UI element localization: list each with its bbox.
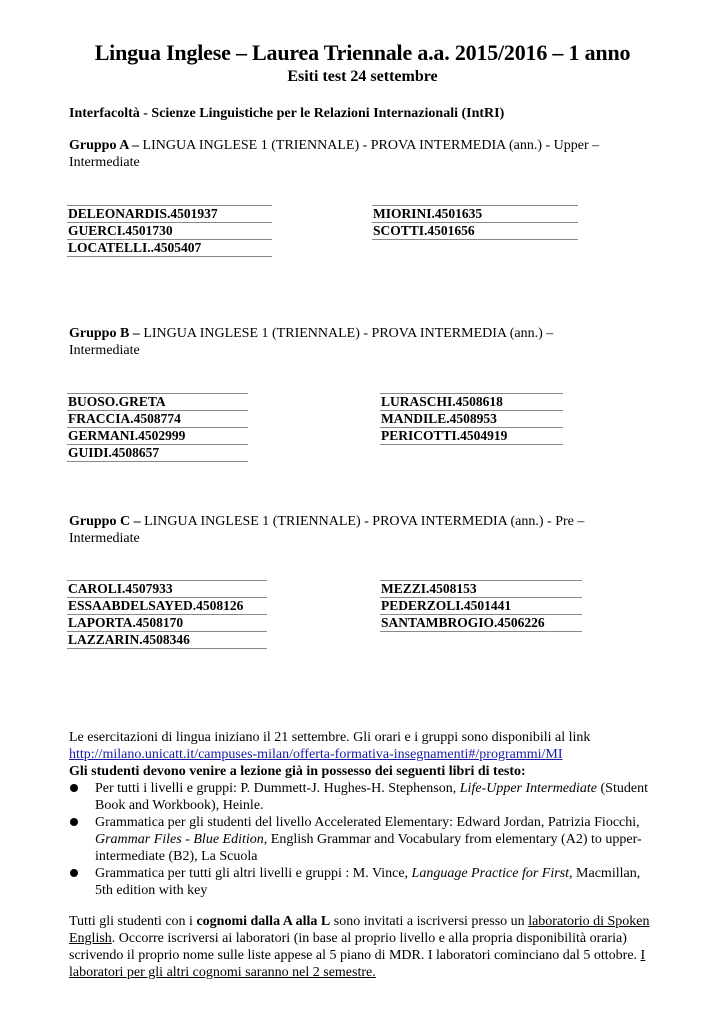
table-row [380,411,563,428]
group-a-desc: LINGUA INGLESE 1 (TRIENNALE) - PROVA INTERMEDIA (ann.) - Upper – [139,138,600,153]
book-text: Grammatica per gli studenti del livello Accelerated Elementary: Edward Jordan, Patrizia Fiocchi, [95,815,640,830]
group-c-desc-2: Intermediate [69,531,140,546]
books-heading: Gli studenti devono venire a lezione già in possesso dei seguenti libri di testo: [69,764,526,779]
table-row [67,598,267,615]
table-row [67,428,248,445]
group-c-right-table [380,580,582,632]
student-name: PERICOTTI.4504919 [380,428,563,445]
group-b-desc-2: Intermediate [69,343,140,358]
student-name: LAZZARIN.4508346 [67,632,267,649]
student-name: MEZZI.4508153 [380,581,582,598]
closing-underlined: laboratorio di Spoken English [69,914,650,946]
student-name: CAROLI.4507933 [67,581,267,598]
table-row [67,411,248,428]
book-text: English Grammar and Vocabulary from elementary (A2) to upper-intermediate (B2), La Scuola [95,832,642,864]
page-title: Lingua Inglese – Laurea Triennale a.a. 2015/2016 – 1 anno [94,40,631,65]
programmi-link[interactable]: http://milano.unicatt.it/campuses-milan/offerta-formativa-insegnamenti#/programmi/MI [69,747,563,762]
table-row [372,223,578,240]
group-b-left-table [67,393,248,462]
student-name: SANTAMBROGIO.4506226 [380,615,582,632]
student-name: MANDILE.4508953 [380,411,563,428]
group-b-right-table [380,393,563,445]
group-c-heading [69,513,659,547]
book-text: Per tutti i livelli e gruppi: P. Dummett-J. Hughes-H. Stephenson, [95,781,460,796]
table-row [380,615,582,632]
list-item [69,865,659,899]
table-row [380,598,582,615]
book-title: Life-Upper Intermediate [459,781,598,796]
page-subtitle: Esiti test 24 settembre [287,68,438,85]
book-text: (Student Book and Workbook), Heinle. [95,781,648,813]
list-item [69,814,659,865]
closing-highlight: cognomi dalla A alla L [196,914,331,929]
info-section [69,729,659,899]
group-c-left-table [67,580,267,649]
faculty-heading: Interfacoltà - Scienze Linguistiche per le Relazioni Internazionali (IntRI) [69,106,505,121]
table-row [67,394,248,411]
group-c-desc: LINGUA INGLESE 1 (TRIENNALE) - PROVA INTERMEDIA (ann.) - Pre – [140,514,585,529]
closing-underlined: I laboratori per gli altri cognomi saranno nel 2 semestre. [69,948,646,980]
group-a-label: Gruppo A – [69,138,140,153]
group-a-left-table [67,205,272,257]
student-name: LAPORTA.4508170 [67,615,267,632]
student-name: ESSAABDELSAYED.4508126 [67,598,267,615]
table-row [67,615,267,632]
table-row [380,428,563,445]
student-name: DELEONARDIS.4501937 [67,206,272,223]
closing-paragraph [69,913,659,981]
group-b-heading [69,325,659,359]
book-text: Macmillan, 5th edition with key [95,866,641,898]
table-row [67,445,248,462]
student-name: MIORINI.4501635 [372,206,578,223]
student-name: LOCATELLI..4505407 [67,240,272,257]
group-b-label: Gruppo B – [69,326,140,341]
book-title: Language Practice for First, [411,866,573,881]
student-name: FRACCIA.4508774 [67,411,248,428]
student-name: SCOTTI.4501656 [372,223,578,240]
student-name: LURASCHI.4508618 [380,394,563,411]
group-a-desc-2: Intermediate [69,155,140,170]
group-a-right-table [372,205,578,240]
table-row [67,240,272,257]
bullet-icon [70,784,78,792]
book-title: Grammar Files - Blue Edition, [95,832,268,847]
table-row [67,206,272,223]
student-name: GUIDI.4508657 [67,445,248,462]
student-name: GERMANI.4502999 [67,428,248,445]
books-list [69,780,659,899]
table-row [380,581,582,598]
group-c-label: Gruppo C – [69,514,141,529]
closing-text: sono invitati a iscriversi presso un [330,914,529,929]
bullet-icon [70,818,78,826]
book-text: Grammatica per tutti gli altri livelli e gruppi : M. Vince, [95,866,412,881]
bullet-icon [70,869,78,877]
table-row [67,581,267,598]
table-row [67,632,267,649]
group-a-heading [69,137,659,171]
list-item [69,780,659,814]
table-row [67,223,272,240]
student-name: GUERCI.4501730 [67,223,272,240]
table-row [372,206,578,223]
student-name: PEDERZOLI.4501441 [380,598,582,615]
table-row [380,394,563,411]
student-name: BUOSO.GRETA [67,394,248,411]
closing-text: . Occorre iscriversi ai laboratori (in base al proprio livello e alla propria disponibilità oraria) scrivendo il proprio nome sulle liste appese al 5 piano di MDR. I laboratori cominciano dal 5 ottobre. [69,931,641,963]
group-b-desc: LINGUA INGLESE 1 (TRIENNALE) - PROVA INTERMEDIA (ann.) – [139,326,554,341]
closing-text: Tutti gli studenti con i [69,914,197,929]
info-intro: Le esercitazioni di lingua iniziano il 21 settembre. Gli orari e i gruppi sono disponibili al link [69,730,591,745]
